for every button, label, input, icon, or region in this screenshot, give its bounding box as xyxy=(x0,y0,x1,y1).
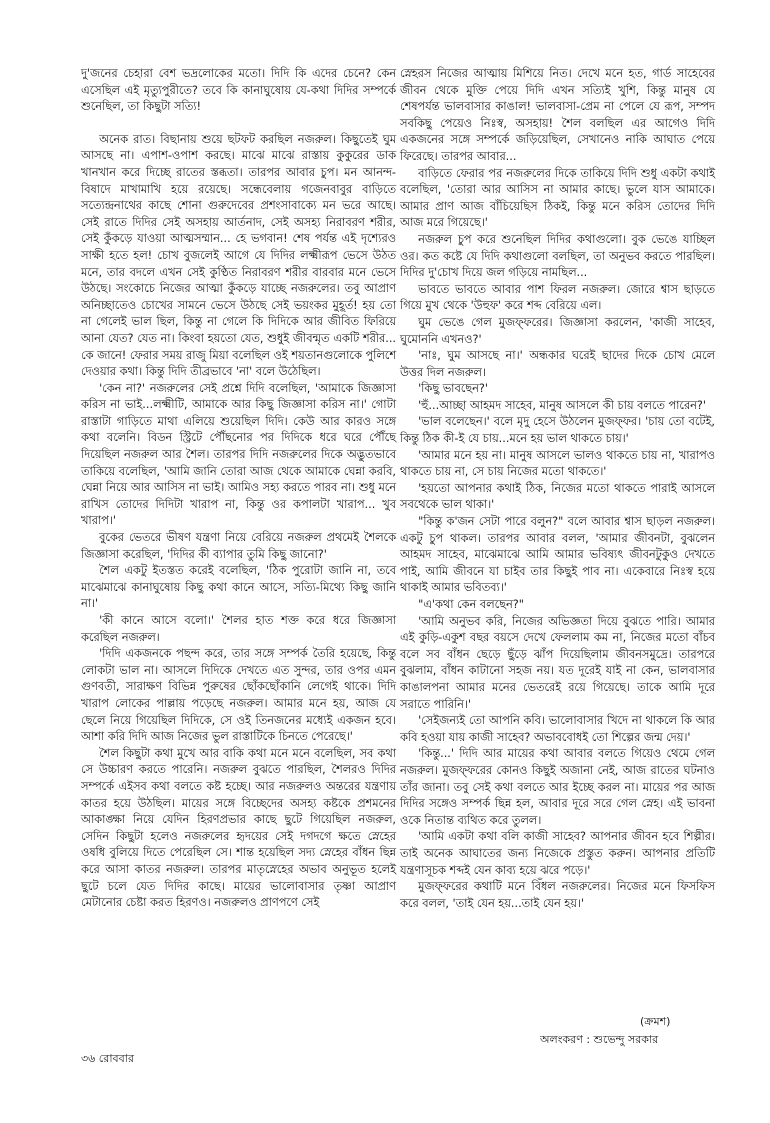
paragraph: "এ'কথা কেন বলছেন?" xyxy=(418,598,524,611)
paragraph: 'কী কানে আসে বলো।' শৈলর হাত শক্ত করে ধরে জিজ্ঞাসা করেছিল নজরুল। xyxy=(81,614,396,644)
paragraph: ঘুম ভেঙে গেল মুজফ্ফরের। জিজ্ঞাসা করলেন, 'কাজী সাহেব, ঘুমোননি এখনও?' xyxy=(400,315,715,346)
paragraph: শৈল কিছুটা কথা মুখে আর বাকি কথা মনে মনে বলেছিল, সব কথা সে উচ্চারণ করতে পারেনি। নজরুল বুঝতে পারছিল, শৈলরও দিদির সম্পর্কে এইসব কথা বলতে কষ্ট হচ্ছে। আর নজরুলও অন্তরের যন্ত্রণায় কাতর হয়ে উঠছিল। মায়ের সঙ্গে বিচ্ছেদের অসহ্য কষ্টকে প্রশমনের আকাঙ্ক্ষা নিয়ে যেদিন হিরণপ্রভার কাছে ছুটে গিয়েছিল নজরুল, সেদিন কিছুটা হলেও নজরুলের হৃদয়ের সেই দগদগে ক্ষতে স্নেহের ওষধি বুলিয়ে দিতে পেরেছিল সে। শান্ত হয়েছিল সদ্য স্নেহের বাঁধন ছিন্ন করে আসা কাতর নজরুল। তারপর মাতৃস্নেহের অভাব অনুভূত হলেই ছুটে চলে যেত দিদির কাছে। মায়ের ভালোবাসার তৃষ্ণা আপ্রাণ মেটানোর চেষ্টা করত হিরণও। নজরুলও প্রাণপণে সেই xyxy=(81,746,396,910)
paragraph: দু'জনের চেহারা বেশ ভদ্রলোকের মতো। দিদি কি এদের চেনে? কেন এসেছিল এই মৃত্যুপুরীতে? তবে কি কানাঘুষোয় যে-কথা দিদির সম্পর্কে শুনেছিল, তা কিছুটা সত্যি! xyxy=(81,67,396,114)
left-text-column xyxy=(81,66,396,912)
paragraph: 'আমি অনুভব করি, নিজের অভিজ্ঞতা দিয়ে বুঝতে পারি। আমার এই কুড়ি-একুশ বছর বয়সে দেখে ফেললাম কম না, নিজের মতো বাঁচব বলে সব বাঁধন ছেড়ে ছুঁড়ে ঝাঁপ দিয়েছিলাম জীবনসমুদ্রে। তারপরে বুঝলাম, বাঁধন কাটানো সহজ নয়। যত দূরেই যাই না কেন, ভালবাসার কাঙালপনা আমার মনের ভেতরেই রয়ে গিয়েছে। তাকে আমি দূরে সরাতে পারিনি।' xyxy=(400,614,715,711)
continued-label: (ক্রমশ) xyxy=(640,1015,671,1028)
right-text-column xyxy=(400,66,715,912)
paragraph: 'কেন না?' নজরুলের সেই প্রশ্নে দিদি বলেছিল, 'আমাকে জিজ্ঞাসা করিস না ভাই...লক্ষ্মীটি, আমাকে আর কিছু জিজ্ঞাসা করিস না।' গোটা রাস্তাটা গাড়িতে মাথা এলিয়ে শুয়েছিল দিদি। কেউ আর কারও সঙ্গে কথা বলেনি। বিডন স্ট্রিটে পৌঁছনোর পর দিদিকে ধরে ঘরে পৌঁছে দিয়েছিল নজরুল আর শৈল। তারপর দিদি নজরুলের দিকে অদ্ভুতভাবে তাকিয়ে বলেছিল, 'আমি জানি তোরা আজ থেকে আমাকে ঘেন্না করবি, ঘেন্না নিয়ে আর আসিস না ভাই। আমিও সহ্য করতে পারব না। শুধু মনে রাখিস তোদের দিদিটা খারাপ না, কিন্তু ওর কপালটা খারাপ... খুব খারাপ।' xyxy=(81,381,396,528)
paragraph: 'সেইজন্যই তো আপনি কবি। ভালোবাসার খিদে না থাকলে কি আর কবি হওয়া যায় কাজী সাহেব? অভাববোধই তো শিল্পের জন্ম দেয়।' xyxy=(400,714,715,744)
paragraph: নজরুল চুপ করে শুনেছিল দিদির কথাগুলো। বুক ভেঙে যাচ্ছিল ওর। কত কষ্টে যে দিদি কথাগুলো বলছিল, তা অনুভব করতে পারছিল। দিদির দু'চোখ দিয়ে জল গড়িয়ে নামছিল... xyxy=(400,232,715,280)
paragraph: 'হুঁ...আচ্ছা আহমদ সাহেব, মানুষ আসলে কী চায় বলতে পারেন?' xyxy=(418,398,706,412)
paragraph: বাড়িতে ফেরার পর নজরুলের দিকে তাকিয়ে দিদি শুধু একটা কথাই বলেছিল, 'তোরা আর আসিস না আমার কাছে। ভুলে যাস আমাকে। আমার প্রাণ আজ বাঁচিয়েছিস ঠিকই, কিন্তু মনে করিস তোদের দিদি আজ মরে গিয়েছে।' xyxy=(400,166,715,230)
paragraph: 'নাঃ, ঘুম আসছে না।' অন্ধকার ঘরেই ছাদের দিকে চোখ মেলে উত্তর দিল নজরুল। xyxy=(400,349,715,379)
paragraph: 'কিন্তু...' দিদি আর মায়ের কথা আবার বলতে গিয়েও থেমে গেল নজরুল। মুজফ্ফরের কোনও কিছুই অজানা নেই, আজ রাতের ঘটনাও তাঁর জানা। তবু সেই কথা বলতে আর ইচ্ছে করল না। মায়ের পর আজ দিদির সঙ্গেও সম্পর্ক ছিন্ন হল, আবার দূরে সরে গেল স্নেহ। এই ভাবনা ওকে নিতান্ত ব্যথিত করে তুলল। xyxy=(400,747,715,827)
paragraph: "কিন্তু ক'জন সেটা পারে বলুন?" বলে আবার শ্বাস ছাড়ল নজরুল। একটু চুপ থাকল। তারপর আবার বলল, 'আমার জীবনটা, বুঝলেন আহমদ সাহেব, মাঝেমাঝে আমি আমার ভবিষ্যৎ জীবনটুকুও দেখতে পাই, আমি জীবনে যা চাইব তার কিছুই পাব না। একেবারে নিঃস্ব হয়ে থাকাই আমার ভবিতব্য।' xyxy=(400,515,715,595)
paragraph: ভাবতে ভাবতে আবার পাশ ফিরল নজরুল। জোরে শ্বাস ছাড়তে গিয়ে মুখ থেকে 'উহুফ' করে শব্দ বেরিয়ে এল। xyxy=(400,282,715,313)
paragraph: মুজফ্ফরের কথাটি মনে বিঁধল নজরুলের। নিজের মনে ফিসফিস করে বলল, 'তাই যেন হয়...তাই যেন হয়।' xyxy=(400,880,715,910)
paragraph: 'আমি একটা কথা বলি কাজী সাহেব? আপনার জীবন হবে শিল্পীর। তাই অনেক আঘাতের জন্য নিজেকে প্রস্তুত করুন। আপনার প্রতিটি যন্ত্রণাসূচক শব্দই যেন কাব্য হয়ে ঝরে পড়ে।' xyxy=(400,830,715,877)
paragraph: বুকের ভেতরে ভীষণ যন্ত্রণা নিয়ে বেরিয়ে নজরুল প্রথমেই শৈলকে জিজ্ঞাসা করেছিল, 'দিদির কী ব্যাপার তুমি কিছু জানো?' xyxy=(81,531,396,561)
paragraph: 'দিদি একজনকে পছন্দ করে, তার সঙ্গে সম্পর্ক তৈরি হয়েছে, কিন্তু লোকটা ভাল না। আসলে দিদিকে দেখতে এত সুন্দর, তার ওপর এমন গুণবতী, সারাক্ষণ বিভিন্ন পুরুষের ছোঁকছোঁকানি লেগেই থাকে। দিদি খারাপ লোকের পাল্লায় পড়েছে নজরুল। আমার মনে হয়, আজ যে ছেলে নিয়ে গিয়েছিল দিদিকে, সে ওই তিনজনের মধ্যেই একজন হবে। আশা করি দিদি আজ নিজের ভুল রাস্তাটিকে চিনতে পেরেছে।' xyxy=(81,647,396,744)
paragraph: শৈল একটু ইতস্তত করেই বলেছিল, 'ঠিক পুরোটা জানি না, তবে মাঝেমাঝে কানাঘুষোয় কিছু কথা কানে আসে, সত্যি-মিথ্যে কিছু জানি না।' xyxy=(81,564,396,611)
paragraph: 'হয়তো আপনার কথাই ঠিক, নিজের মতো থাকতে পারাই আসলে সবথেকে ভাল থাকা।' xyxy=(400,481,715,512)
paragraph: 'কিছু ভাবছেন?' xyxy=(418,382,488,396)
paragraph: অনেক রাত। বিছানায় শুয়ে ছটফট করছিল নজরুল। কিছুতেই ঘুম আসছে না। এপাশ-ওপাশ করছে। মাঝে মাঝে রাস্তায় কুকুরের ডাক খানখান করে দিচ্ছে রাতের স্তব্ধতা। তারপর আবার চুপ। মন আনন্দ-বিষাদে মাখামাখি হয়ে রয়েছে। সন্ধেবেলায় গজেনবাবুর বাড়িতে সত্যেন্দ্রনাথের কাছে শোনা গুরুদেবের প্রশংসাবাক্যে মন ভরে আছে। সেই রাতে দিদির সেই অসহায় আর্তনাদ, সেই অসহ্য নিরাবরণ শরীর, সেই কুঁকড়ে যাওয়া আত্মসম্মান... হে ভগবান! শেষ পর্যন্ত এই দৃশ্যেরও সাক্ষী হতে হল! চোখ বুজলেই আগে যে দিদির লক্ষ্মীরূপ ভেসে উঠত মনে, তার বদলে এখন সেই কুণ্ঠিত নিরাবরণ শরীর বারবার মনে ভেসে উঠছে। সংকোচে নিজের আত্মা কুঁকড়ে যাচ্ছে নজরুলের। তবু আপ্রাণ অনিচ্ছাতেও চোখের সামনে ভেসে উঠছে সেই ভয়ংকর মুহূর্ত! হয় তো না গেলেই ভাল ছিল, কিন্তু না গেলে কি দিদিকে আর জীবিত ফিরিয়ে আনা যেত? যেত না। কিংবা হয়তো যেত, শুধুই জীবন্মৃত একটি শরীর... কে জানে! ফেরার সময় রাজু মিয়া বলেছিল ওই শয়তানগুলোকে পুলিশে দেওয়ার কথা। কিন্তু দিদি তীব্রভাবে 'না' বলে উঠেছিল। xyxy=(81,132,396,379)
page-folio: ৩৬ রোববার xyxy=(81,1052,134,1065)
paragraph: স্নেহরস নিজের আত্মায় মিশিয়ে নিত। দেখে মনে হত, গার্ড সাহেবের জীবন থেকে মুক্তি পেয়ে দিদি এখন সত্যিই খুশি, কিন্তু মানুষ যে শেষপর্যন্ত ভালবাসার কাঙাল! ভালবাসা-প্রেম না পেলে যে রূপ, সম্পদ সবকিছু পেয়েও নিঃস্ব, অসহায়! শৈল বলছিল এর আগেও দিদি একজনের সঙ্গে সম্পর্কে জড়িয়েছিল, সেখানেও নাকি আঘাত পেয়ে ফিরেছে। তারপর আবার... xyxy=(400,67,715,163)
paragraph: 'ভাল বলেছেন।' বলে মৃদু হেসে উঠলেন মুজফ্ফর। 'চায় তো বটেই, কিন্তু ঠিক কী-ই যে চায়...মনে হয় ভাল থাকতে চায়।' xyxy=(400,415,715,446)
illustration-credit: অলংকরণ : শুভেন্দু সরকার xyxy=(540,1033,659,1046)
paragraph: 'আমার মনে হয় না। মানুষ আসলে ভালও থাকতে চায় না, খারাপও থাকতে চায় না, সে চায় নিজের মতো থাকতে।' xyxy=(400,448,715,479)
